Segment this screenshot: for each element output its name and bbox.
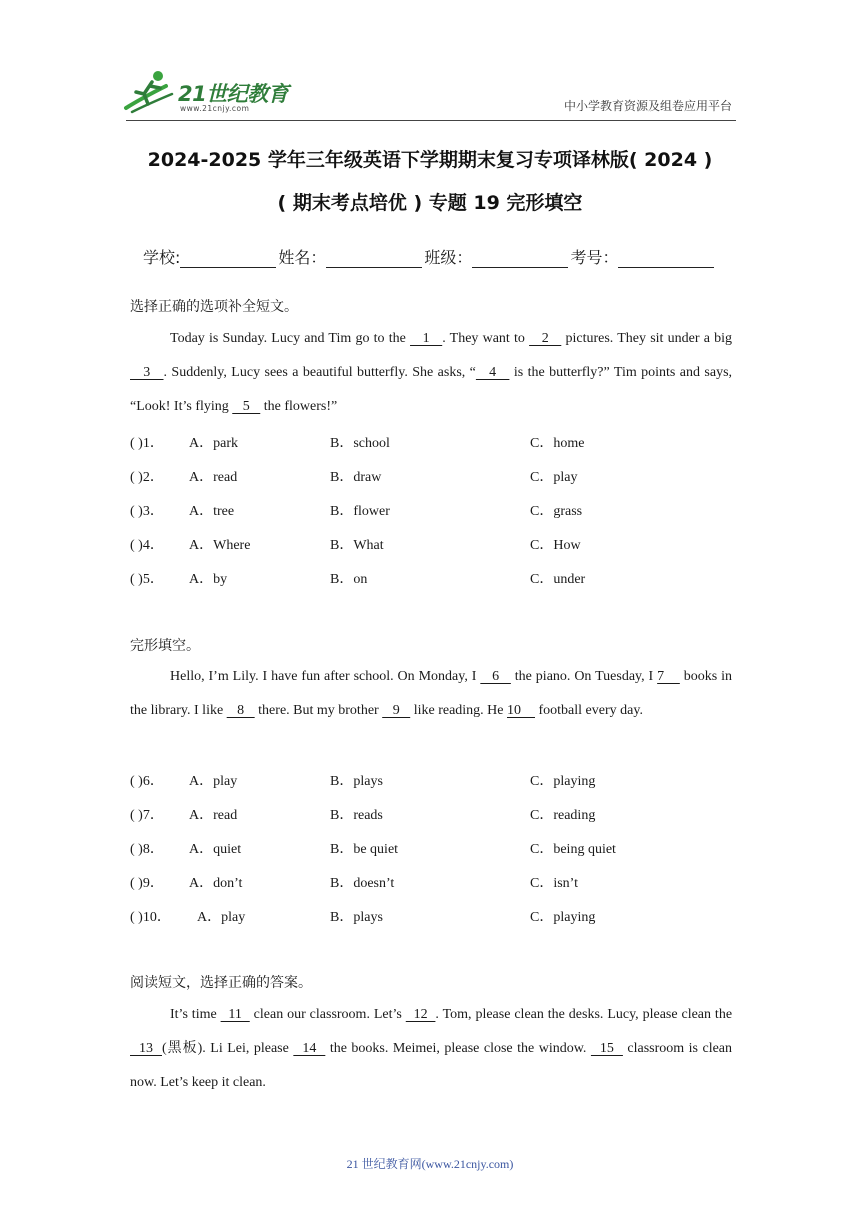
question-number: ( )1． xyxy=(130,436,164,451)
school-blank[interactable] xyxy=(180,252,276,268)
option-b[interactable]: B．on xyxy=(330,572,368,587)
option-c[interactable]: C．playing xyxy=(530,910,596,925)
page-title: 2024-2025 学年三年级英语下学期期末复习专项译林版( 2024 ) xyxy=(147,149,713,171)
option-a[interactable]: A．read xyxy=(189,808,238,823)
section1-instruction: 选择正确的选项补全短文。 xyxy=(130,300,298,315)
runner-logo-icon xyxy=(122,68,178,114)
option-a[interactable]: A．tree xyxy=(189,504,235,519)
passage-text: is the butterfly?” Tim points and says, “Look! It’s flying xyxy=(130,365,733,414)
option-b[interactable]: B．plays xyxy=(330,910,383,925)
passage-text: like reading. He xyxy=(410,703,507,718)
site-logo xyxy=(122,68,292,116)
footer-link[interactable]: 21 世纪教育网(www.21cnjy.com) xyxy=(346,1157,514,1171)
passage-text: It’s time xyxy=(170,1007,221,1022)
section2-instruction: 完形填空。 xyxy=(130,639,200,654)
passage-text: . Suddenly, Lucy sees a beautiful butterfly. She asks, “ xyxy=(163,365,476,380)
school-label: 学校: xyxy=(143,248,181,267)
option-c[interactable]: C．under xyxy=(530,572,586,587)
option-c[interactable]: C．home xyxy=(530,436,585,451)
question-number: ( )7． xyxy=(130,808,164,823)
question-number: ( )4． xyxy=(130,538,164,553)
blank-15: 15 xyxy=(590,1041,623,1056)
passage-text: the piano. On Tuesday, I xyxy=(510,669,658,684)
number-blank[interactable] xyxy=(618,252,714,268)
option-b[interactable]: B．plays xyxy=(330,774,383,789)
passage-text: classroom is clean now. Let’s keep it clean. xyxy=(130,1041,733,1090)
option-a[interactable]: A．Where xyxy=(189,538,251,553)
logo-url: www.21cnjy.com xyxy=(180,104,250,113)
blank-7: 7 xyxy=(657,669,680,684)
passage-text: Today is Sunday. Lucy and Tim go to the xyxy=(170,331,411,346)
blank-4: 4 xyxy=(475,365,510,380)
section2-passage xyxy=(130,660,732,728)
passage-text: . Tom, please clean the desks. Lucy, please clean the xyxy=(435,1007,733,1022)
option-a[interactable]: A．by xyxy=(189,572,228,587)
passage-text: the books. Meimei, please close the window. xyxy=(325,1041,591,1056)
logo-text: 21世纪教育 xyxy=(178,82,289,106)
blank-12: 12 xyxy=(405,1007,436,1022)
passage-text: football every day. xyxy=(535,703,643,718)
platform-name: 中小学教育资源及组卷应用平台 xyxy=(563,99,732,113)
blank-13: 13 xyxy=(130,1041,162,1056)
option-b[interactable]: B．be quiet xyxy=(330,842,399,857)
passage-text: clean our classroom. Let’s xyxy=(249,1007,406,1022)
name-blank[interactable] xyxy=(326,252,422,268)
class-blank[interactable] xyxy=(472,252,568,268)
option-a[interactable]: A．play xyxy=(189,774,238,789)
blank-10: 10 xyxy=(507,703,535,718)
passage-text: Hello, I’m Lily. I have fun after school. On Monday, I xyxy=(170,669,481,684)
blank-11: 11 xyxy=(220,1007,250,1022)
option-c[interactable]: C．reading xyxy=(530,808,596,823)
blank-9: 9 xyxy=(382,703,411,718)
blank-3: 3 xyxy=(130,365,164,380)
number-label: 考号： xyxy=(570,248,619,267)
page-subtitle: ( 期末考点培优 ) 专题 19 完形填空 xyxy=(277,192,583,214)
question-number: ( )2． xyxy=(130,470,164,485)
blank-6: 6 xyxy=(480,669,511,684)
blank-5: 5 xyxy=(232,399,261,414)
option-c[interactable]: C．play xyxy=(530,470,578,485)
question-number: ( )6． xyxy=(130,774,164,789)
option-b[interactable]: B．reads xyxy=(330,808,383,823)
option-b[interactable]: B．school xyxy=(330,436,390,451)
question-number: ( )3． xyxy=(130,504,164,519)
option-c[interactable]: C．playing xyxy=(530,774,596,789)
blank-8: 8 xyxy=(226,703,255,718)
blank-14: 14 xyxy=(293,1041,326,1056)
passage-text: books in the library. I like xyxy=(130,669,733,718)
passage-text: . They want to xyxy=(442,331,530,346)
option-a[interactable]: A．park xyxy=(189,436,238,451)
passage-text: the flowers!” xyxy=(260,399,338,414)
question-number: ( )9． xyxy=(130,876,164,891)
option-a[interactable]: A．read xyxy=(189,470,238,485)
question-number: ( )8． xyxy=(130,842,164,857)
passage-text: there. But my brother xyxy=(254,703,383,718)
option-c[interactable]: C．grass xyxy=(530,504,583,519)
passage-text: pictures. They sit under a big xyxy=(561,331,732,346)
name-label: 姓名： xyxy=(278,248,327,267)
section3-passage xyxy=(130,998,732,1100)
question-number: ( )5． xyxy=(130,572,164,587)
option-b[interactable]: B．draw xyxy=(330,470,382,485)
option-a[interactable]: A．quiet xyxy=(189,842,242,857)
option-c[interactable]: C．being quiet xyxy=(530,842,616,857)
blank-1: 1 xyxy=(410,331,443,346)
passage-text: (黑板). Li Lei, please xyxy=(161,1041,294,1056)
option-a[interactable]: A．don’t xyxy=(189,876,243,891)
section3-instruction: 阅读短文，选择正确的答案。 xyxy=(130,976,312,991)
question-number: ( )10． xyxy=(130,910,171,925)
option-b[interactable]: B．What xyxy=(330,538,384,553)
option-b[interactable]: B．doesn’t xyxy=(330,876,395,891)
blank-2: 2 xyxy=(529,331,562,346)
section1-passage xyxy=(130,322,732,424)
option-a[interactable]: A．play xyxy=(197,910,246,925)
option-b[interactable]: B．flower xyxy=(330,504,390,519)
header-divider xyxy=(126,120,736,121)
option-c[interactable]: C．isn’t xyxy=(530,876,578,891)
student-info-line xyxy=(143,245,716,268)
option-c[interactable]: C．How xyxy=(530,538,581,553)
class-label: 班级： xyxy=(424,248,473,267)
